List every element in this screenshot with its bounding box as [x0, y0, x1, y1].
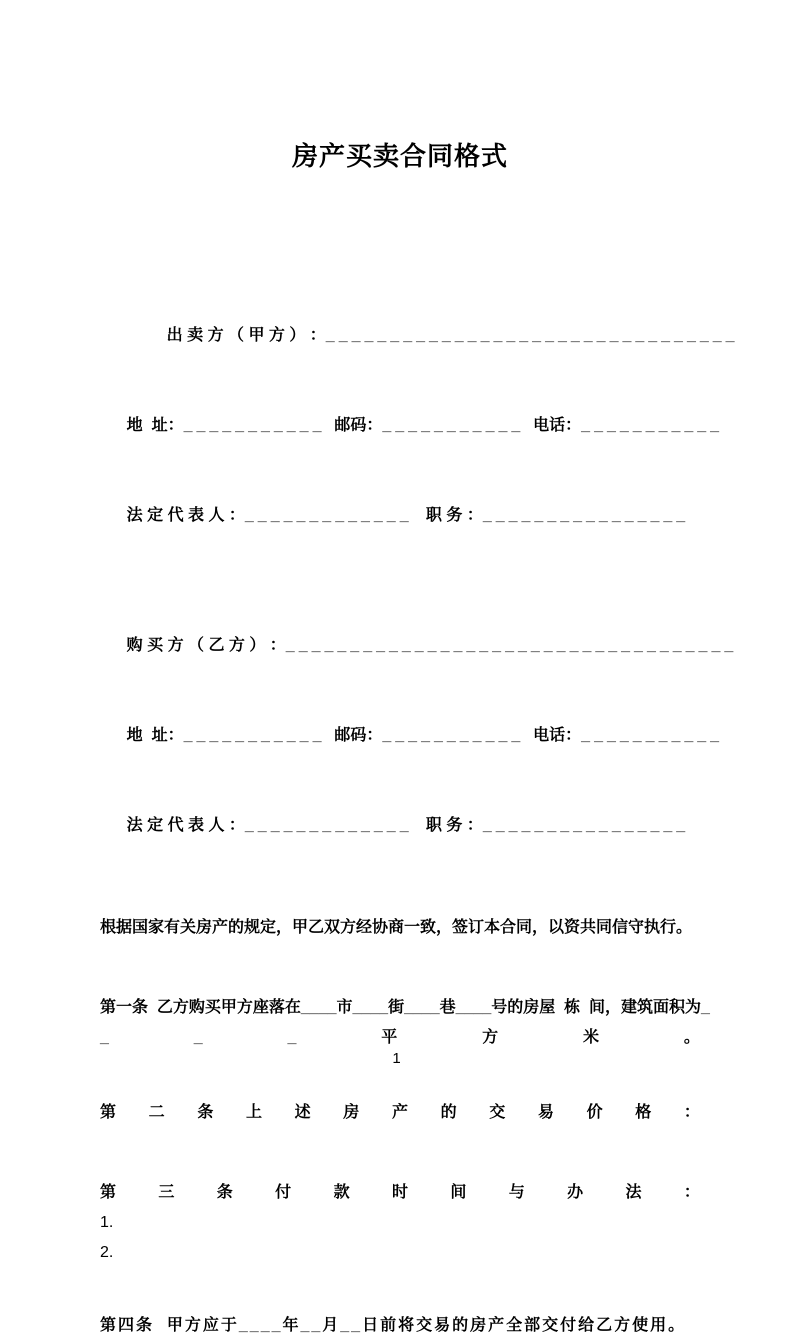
buyer-address-blank: ___________ — [183, 727, 326, 744]
seller-zip-blank: ___________ — [382, 417, 525, 434]
seller-phone-blank: ___________ — [581, 417, 724, 434]
buyer-address-line — [100, 691, 724, 781]
clause-3-item-1: 1. — [100, 1214, 114, 1231]
seller-address-blank: ___________ — [183, 417, 326, 434]
distributed-char: 款 — [333, 1184, 350, 1201]
seller-rep-label: 法 定 代 表 人 ： — [126, 507, 245, 524]
buyer-block — [100, 601, 738, 871]
buyer-rep-line — [100, 781, 700, 871]
clause-1-line-1: 第一条 乙方购买甲方座落在____市____街____巷____号的房屋 栋 间，建筑面积为_ — [100, 999, 710, 1016]
seller-party-line — [100, 291, 739, 381]
seller-rep-blank: _____________ — [244, 507, 413, 524]
clause-1 — [100, 993, 710, 1053]
distributed-char: ： — [683, 1104, 700, 1121]
clause-4: 第四条 甲方应于____年__月__日前将交易的房产全部交付给乙方使用。 — [100, 1317, 687, 1334]
distributed-char: _ — [287, 1029, 297, 1046]
buyer-party-blank: ___________________________________ — [285, 637, 738, 654]
distributed-char: _ — [193, 1029, 203, 1046]
seller-phone-label: 电话： — [524, 417, 582, 434]
distributed-char: 交 — [489, 1104, 506, 1121]
buyer-phone-label: 电话： — [524, 727, 582, 744]
distributed-char: 米 — [583, 1029, 600, 1046]
page-number: 1 — [392, 1050, 401, 1067]
seller-block — [100, 291, 739, 561]
distributed-char: 格 — [635, 1104, 652, 1121]
seller-duty-blank: ________________ — [482, 507, 690, 524]
buyer-party-line — [100, 601, 738, 691]
distributed-char: 上 — [245, 1104, 262, 1121]
seller-address-line — [100, 381, 724, 471]
distributed-char: 与 — [508, 1184, 525, 1201]
document-title: 房产买卖合同格式 — [291, 141, 508, 171]
seller-duty-label: 职 务 ： — [412, 507, 483, 524]
distributed-char: 的 — [440, 1104, 457, 1121]
buyer-zip-blank: ___________ — [382, 727, 525, 744]
buyer-rep-blank: _____________ — [244, 817, 413, 834]
buyer-duty-blank: ________________ — [482, 817, 690, 834]
distributed-char: 房 — [343, 1104, 360, 1121]
distributed-char: 第 — [100, 1184, 117, 1201]
distributed-char: 办 — [567, 1184, 584, 1201]
buyer-duty-label: 职 务 ： — [412, 817, 483, 834]
seller-party-label: 出 卖 方 （ 甲 方 ） ： — [166, 327, 326, 344]
distributed-char: 价 — [586, 1104, 603, 1121]
distributed-char: 法 — [625, 1184, 642, 1201]
distributed-char: 条 — [216, 1184, 233, 1201]
distributed-char: 述 — [294, 1104, 311, 1121]
seller-address-label: 地 址： — [126, 417, 184, 434]
distributed-char: 平 — [381, 1029, 398, 1046]
clause-3-heading — [100, 1178, 700, 1208]
distributed-char: 条 — [197, 1104, 214, 1121]
distributed-char: 产 — [391, 1104, 408, 1121]
clause-3 — [100, 1178, 700, 1268]
clause-2 — [100, 1098, 700, 1128]
buyer-rep-label: 法 定 代 表 人 ： — [126, 817, 245, 834]
distributed-char: 易 — [537, 1104, 554, 1121]
buyer-zip-label: 邮码： — [325, 727, 383, 744]
buyer-phone-blank: ___________ — [581, 727, 724, 744]
distributed-char: _ — [100, 1029, 109, 1046]
distributed-char: 。 — [683, 1029, 700, 1046]
seller-rep-line — [100, 471, 700, 561]
distributed-char: 三 — [158, 1184, 175, 1201]
distributed-char: 二 — [148, 1104, 165, 1121]
distributed-char: 方 — [482, 1029, 499, 1046]
distributed-char: 间 — [450, 1184, 467, 1201]
distributed-char: 时 — [391, 1184, 408, 1201]
seller-party-blank: ________________________________ — [325, 327, 739, 344]
buyer-address-label: 地 址： — [126, 727, 184, 744]
seller-zip-label: 邮码： — [325, 417, 383, 434]
buyer-party-label: 购 买 方 （ 乙 方 ） ： — [126, 637, 286, 654]
distributed-char: 第 — [100, 1104, 117, 1121]
preamble-paragraph: 根据国家有关房产的规定，甲乙双方经协商一致，签订本合同，以资共同信守执行。 — [100, 919, 693, 936]
distributed-char: ： — [683, 1184, 700, 1201]
clause-3-item-2: 2. — [100, 1244, 114, 1261]
distributed-char: 付 — [275, 1184, 292, 1201]
